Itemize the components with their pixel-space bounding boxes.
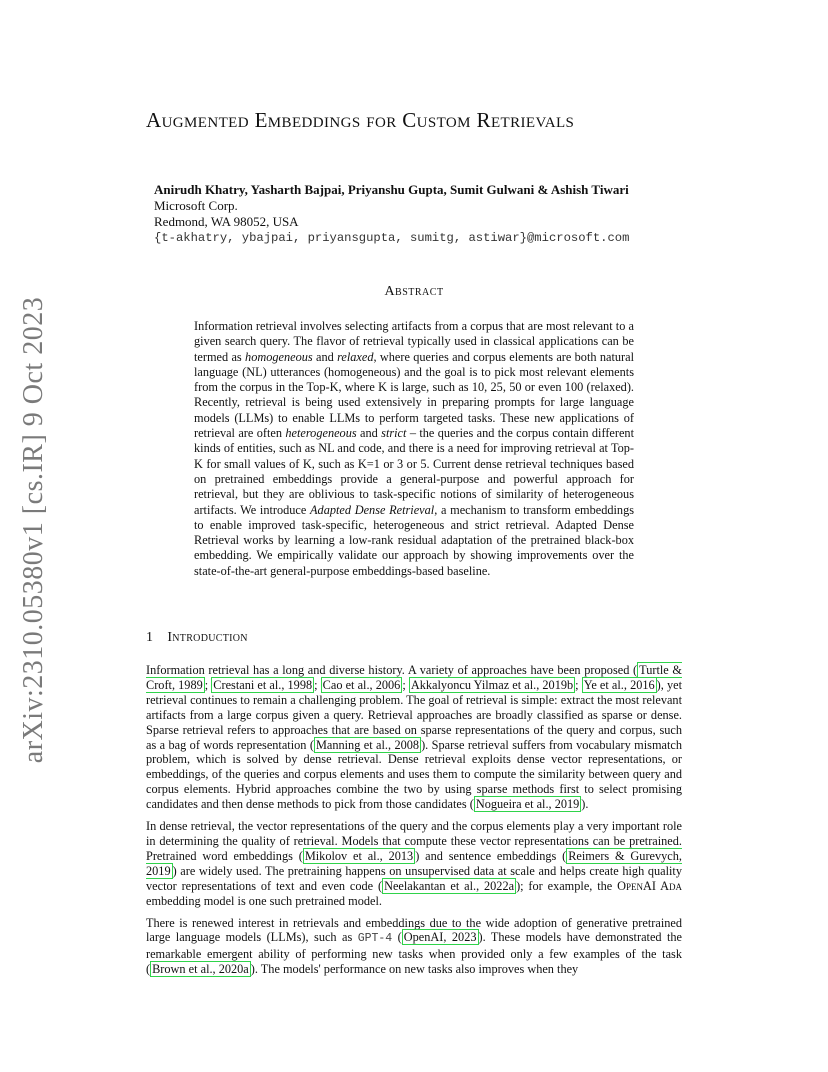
citation-link[interactable]: Cao et al., 2006 [322, 677, 401, 692]
section-title: Introduction [167, 630, 248, 645]
abstract-em: relaxed [337, 349, 374, 364]
abstract-em: strict [381, 426, 407, 441]
citation-link[interactable]: OpenAI, 2023 [403, 930, 477, 945]
citation-link[interactable]: Reimers & Gurevych, 2019 [146, 848, 682, 878]
section-number: 1 [146, 630, 154, 645]
citation-link[interactable]: Turtle & Croft, 1989 [146, 663, 682, 692]
citation-link[interactable]: Akkalyoncu Yilmaz et al., 2019b [410, 677, 574, 692]
arxiv-identifier [14, 296, 54, 764]
author-block [154, 182, 682, 246]
abstract-em: homogeneous [245, 349, 313, 364]
abstract-text: Information retrieval involves selecting artifacts from a corpus that are most relevant to a given search query. The flavor of retrieval typically used in classical applications can be termed as homogeneous and relaxed, where queries and corpus elements are both natural language (NL) utterances (homogeneous) and the goal is to pick most relevant elements from the corpus in the Top-K, where K is large, such as 10, 25, 50 or even 100 (relaxed). Recently, retrieval is being used extensively in preparing prompts for large language models (LLMs) to enable LLMs to perform targeted tasks. These new applications of retrieval are often heterogeneous and strict – the queries and the corpus contain different kinds of entities, such as NL and code, and there is a need for improving retrieval at Top-K for small values of K, such as K=1 or 3 or 5. Current dense retrieval techniques based on pretrained embeddings provide a general-purpose and powerful approach for retrieval, but they are oblivious to task-specific notions of similarity of heterogeneous artifacts. We introduce Adapted Dense Retrieval, a mechanism to transform embeddings to enable improved task-specific, heterogeneous and strict retrieval. Adapted Dense Retrieval works by learning a low-rank residual adaptation of the pretrained black-box embedding. We empirically validate our approach by showing improvements over the state-of-the-art general-purpose embeddings-based baseline. [194, 319, 634, 578]
paragraph: Information retrieval has a long and diverse history. A variety of approaches have been proposed ( Turtle & Croft, 1989 ; Crestani et al., 1998 ; Cao et al., 2006 ; Akkalyoncu Yilmaz et al., 2019b ; Ye et al., 2016 ), yet retrieval continues to remain a challenging problem. The goal of retrieval is simple: extract the most relevant artifacts from a large corpus given a query. Retrieval approaches are broadly classified as sparse or dense. Sparse retrieval refers to approaches that are based on sparse representations of the query and corpus, such as a bag of words representation ( Manning et al., 2008 ). Sparse retrieval suffers from vocabulary mismatch problem, which is solved by dense retrieval. Dense retrieval exploits dense vector representations, or embeddings, of the queries and corpus elements and uses them to compute the similarity between query and corpus elements. Hybrid approaches combine the two by using sparse methods first to select promising candidates and then dense methods to pick from those candidates ( Nogueira et al., 2019 ). [146, 663, 682, 812]
introduction-body [146, 663, 682, 984]
author-address: Redmond, WA 98052, USA [154, 214, 299, 229]
citation-link[interactable]: Brown et al., 2020a [152, 962, 249, 977]
author-affiliation: Microsoft Corp. [154, 198, 238, 213]
abstract-heading: Abstract [384, 284, 444, 299]
abstract-em: heterogeneous [285, 426, 357, 441]
citation-link[interactable]: Crestani et al., 1998 [213, 677, 313, 692]
paragraph: In dense retrieval, the vector representations of the query and the corpus elements play a very important role in determining the quality of retrieval. Models that compute these vector representations can be pretrained. Pretrained word embeddings ( Mikolov et al., 2013 ) and sentence embeddings ( Reimers & Gurevych, 2019 ) are widely used. The pretraining happens on unsupervised data at scale and helps create high quality vector representations of text and even code ( Neelakantan et al., 2022a ); for example, the OpenAI Ada embedding model is one such pretrained model. [146, 819, 682, 908]
paragraph: There is renewed interest in retrievals and embeddings due to the wide adoption of generative pretrained large language models (LLMs), such as GPT-4 ( OpenAI, 2023 ). These models have demonstrated the remarkable emergent ability of performing new tasks when provided only a few examples of the task ( Brown et al., 2020a ). The models' performance on new tasks also improves when they [146, 915, 683, 977]
arxiv-identifier-text: arXiv:2310.05380v1 [cs.IR] 9 Oct 2023 [18, 296, 49, 764]
paper-title: Augmented Embeddings for Custom Retrievals [146, 108, 575, 132]
citation-link[interactable]: Manning et al., 2008 [315, 737, 420, 752]
model-name-code: GPT-4 [357, 932, 393, 946]
citation-link[interactable]: Mikolov et al., 2013 [304, 848, 414, 863]
author-names: Anirudh Khatry, Yasharth Bajpai, Priyanshu Gupta, Sumit Gulwani & Ashish Tiwari [154, 182, 629, 197]
model-name: OpenAI Ada [617, 878, 682, 893]
abstract-em: Adapted Dense Retrieval [310, 502, 435, 517]
citation-link[interactable]: Neelakantan et al., 2022a [384, 878, 515, 893]
section-heading-introduction [146, 630, 248, 646]
author-emails: {t-akhatry, ybajpai, priyansgupta, sumitg, astiwar}@microsoft.com [154, 231, 630, 245]
citation-link[interactable]: Nogueira et al., 2019 [475, 797, 580, 812]
citation-link[interactable]: Ye et al., 2016 [583, 677, 655, 692]
